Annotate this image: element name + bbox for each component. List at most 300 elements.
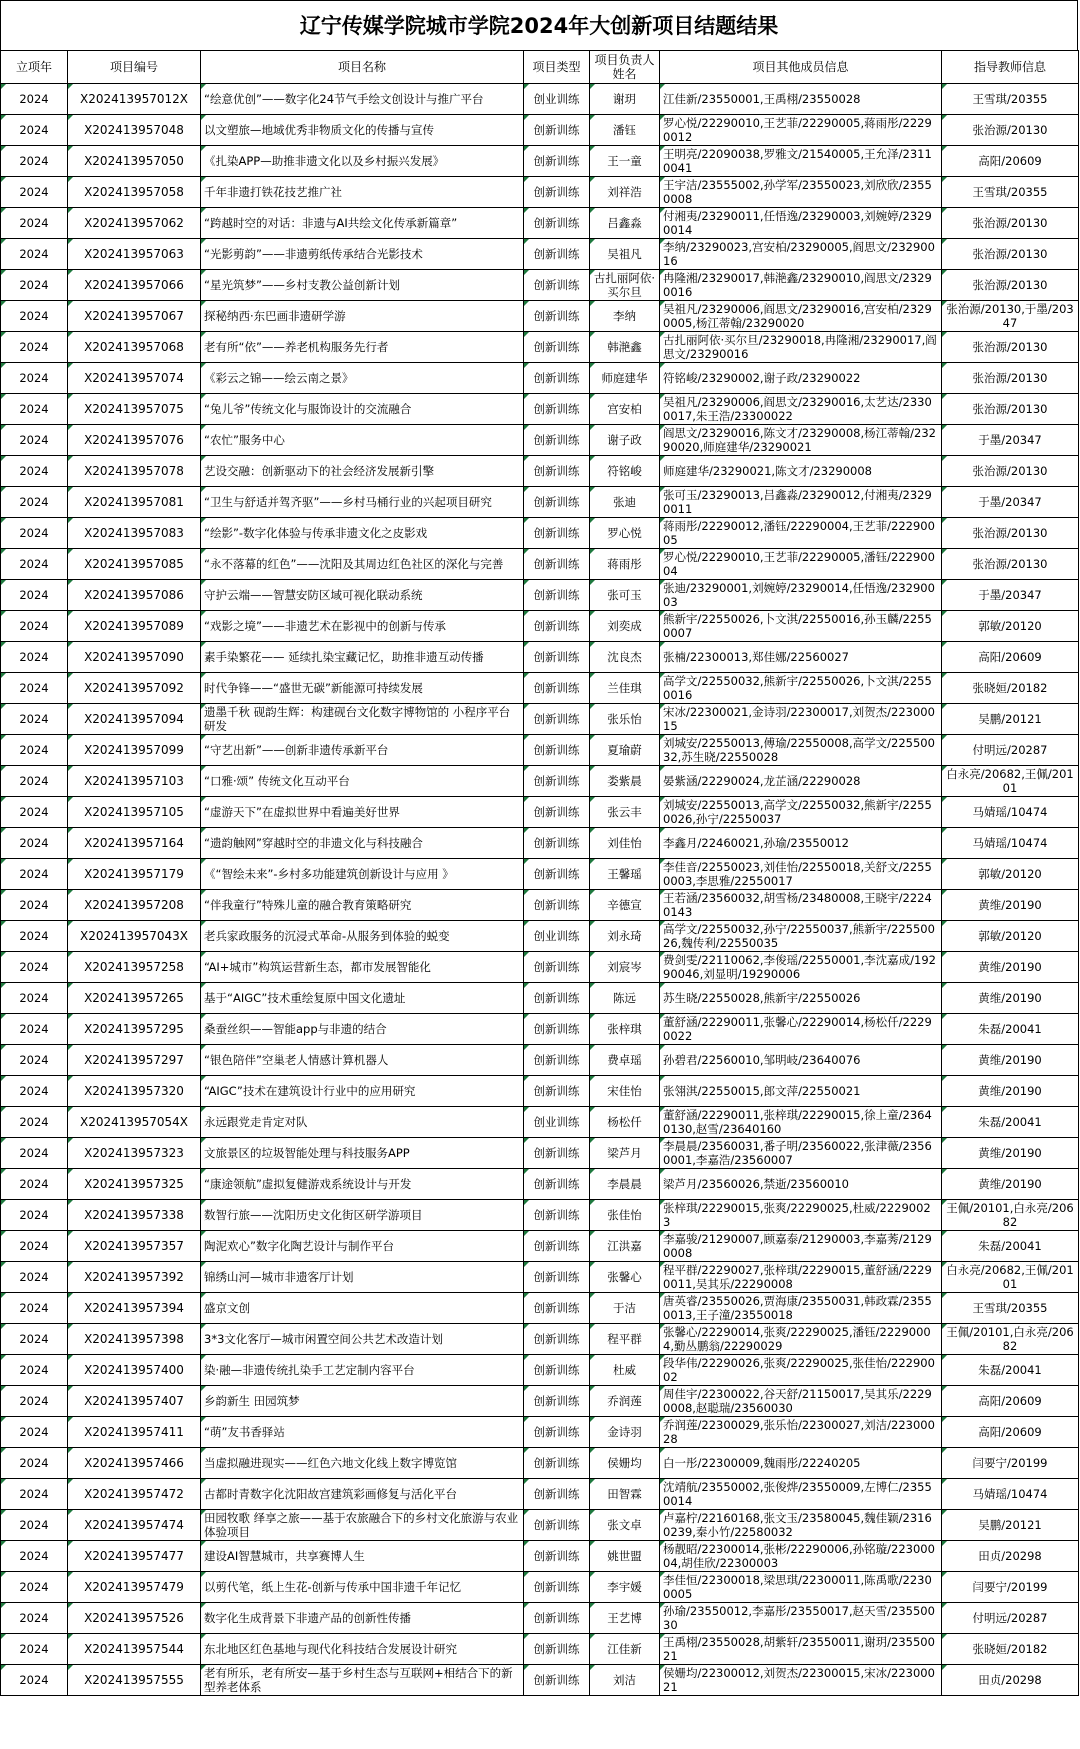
- page-title: 辽宁传媒学院城市学院2024年大创新项目结题结果: [0, 0, 1078, 50]
- cell-advisor-text: 张治源/20130: [972, 371, 1048, 385]
- cell-year-text: 2024: [19, 123, 49, 137]
- cell-leader-text: 陈远: [613, 991, 636, 1005]
- cell-advisor: [942, 1603, 1079, 1634]
- cell-advisor: [942, 766, 1079, 797]
- cell-members-text: 李纳/23290023,宫安柏/23290005,阎思文/23290016: [663, 240, 935, 268]
- table-row: [1, 177, 1079, 208]
- cell-leader: [590, 611, 660, 642]
- table-row: [1, 301, 1079, 332]
- cell-leader-text: 刘洁: [613, 1673, 636, 1687]
- cell-project-id-text: X202413957400: [84, 1363, 184, 1377]
- cell-project-id: [68, 1448, 201, 1479]
- cell-advisor: [942, 1510, 1079, 1541]
- table-row: [1, 115, 1079, 146]
- cell-advisor-text: 王佩/20101,白永亮/20682: [946, 1325, 1074, 1353]
- cell-project-name: [201, 1634, 524, 1665]
- cell-leader: [590, 1665, 660, 1696]
- cell-advisor-text: 高阳/20609: [978, 1394, 1042, 1408]
- cell-project-id-text: X202413957179: [84, 867, 184, 881]
- cell-project-id: [68, 487, 201, 518]
- cell-leader-text: 姚世盟: [607, 1549, 642, 1563]
- cell-project-type: [524, 1045, 590, 1076]
- cell-project-id-text: X202413957076: [84, 433, 184, 447]
- cell-project-type-text: 创新训练: [533, 1146, 580, 1160]
- cell-year-text: 2024: [19, 309, 49, 323]
- cell-members-text: 师庭建华/23290021,陈文才/23290008: [663, 464, 872, 478]
- cell-year: [1, 115, 68, 146]
- cell-advisor-text: 张治源/20130: [972, 216, 1048, 230]
- cell-members-text: 杨靓昭/22300014,张彬/22290006,孙铭璇/22300004,胡佳欣/22300003: [663, 1542, 935, 1570]
- table-row: [1, 766, 1079, 797]
- cell-project-type: [524, 735, 590, 766]
- cell-year: [1, 84, 68, 115]
- cell-leader: [590, 1138, 660, 1169]
- cell-leader-text: 李晨晨: [607, 1177, 642, 1191]
- cell-project-name: [201, 146, 524, 177]
- header-row: [1, 51, 1079, 84]
- cell-project-name: [201, 1665, 524, 1696]
- cell-members-text: 孙瑜/23550012,李嘉彤/23550017,赵天雪/23550030: [663, 1604, 935, 1632]
- cell-project-name-text: 以剪代笔，纸上生花-创新与传承中国非遗千年记忆: [204, 1580, 462, 1594]
- cell-leader-text: 杨松仟: [607, 1115, 642, 1129]
- cell-project-name-text: 《彩云之锦——绘云南之景》: [204, 371, 354, 385]
- cell-year: [1, 1107, 68, 1138]
- cell-project-name: [201, 518, 524, 549]
- cell-members: [660, 363, 942, 394]
- cell-leader-text: 刘宸岑: [607, 960, 642, 974]
- cell-project-type: [524, 952, 590, 983]
- table-row: [1, 239, 1079, 270]
- cell-project-name-text: 田园牧歌 绎享之旅——基于农旅融合下的乡村文化旅游与农业体验项目: [204, 1511, 519, 1539]
- cell-project-id-text: X202413957067: [84, 309, 184, 323]
- cell-advisor-text: 黄维/20190: [978, 1146, 1042, 1160]
- cell-project-type: [524, 611, 590, 642]
- cell-project-type: [524, 1293, 590, 1324]
- cell-project-name: [201, 983, 524, 1014]
- cell-leader-text: 谢玥: [613, 92, 636, 106]
- cell-project-type-text: 创新训练: [533, 836, 580, 850]
- cell-project-name: [201, 1014, 524, 1045]
- cell-year-text: 2024: [19, 185, 49, 199]
- cell-project-type-text: 创新训练: [533, 1487, 580, 1501]
- cell-members: [660, 1355, 942, 1386]
- cell-project-name-text: 永远跟党走肯定对队: [204, 1115, 308, 1129]
- cell-leader: [590, 1045, 660, 1076]
- cell-project-type-text: 创新训练: [533, 1456, 580, 1470]
- cell-project-name-text: 遗墨千秋 砚韵生辉：构建砚台文化数字博物馆的 小程序平台研发: [204, 705, 511, 733]
- cell-advisor: [942, 1138, 1079, 1169]
- cell-members-text: 沈靖航/23550002,张俊烨/23550009,左博仁/23550014: [663, 1480, 932, 1508]
- cell-members: [660, 518, 942, 549]
- cell-project-id-text: X202413957479: [84, 1580, 184, 1594]
- cell-members-text: 白一彤/22300009,魏雨彤/22240205: [663, 1456, 861, 1470]
- cell-leader: [590, 115, 660, 146]
- table-row: [1, 859, 1079, 890]
- cell-advisor: [942, 518, 1079, 549]
- cell-members: [660, 301, 942, 332]
- cell-leader-text: 谢子政: [607, 433, 642, 447]
- cell-project-id-text: X202413957062: [84, 216, 184, 230]
- cell-year: [1, 456, 68, 487]
- cell-year-text: 2024: [19, 557, 49, 571]
- cell-year-text: 2024: [19, 216, 49, 230]
- cell-members: [660, 642, 942, 673]
- table-row: [1, 580, 1079, 611]
- cell-members: [660, 673, 942, 704]
- cell-project-name-text: “绘意优创”——数字化24节气手绘文创设计与推广平台: [204, 92, 484, 106]
- cell-advisor-text: 闫要宁/20199: [972, 1580, 1048, 1594]
- cell-advisor: [942, 1231, 1079, 1262]
- cell-project-name: [201, 1231, 524, 1262]
- cell-project-type-text: 创业训练: [533, 92, 580, 106]
- column-header-advisor: 指导教师信息: [942, 51, 1079, 84]
- cell-year-text: 2024: [19, 92, 49, 106]
- cell-members-text: 王禹栩/23550028,胡紫轩/23550011,谢玥/23550021: [663, 1635, 935, 1663]
- cell-members-text: 熊新宇/22550026,卜文淇/22550016,孙玉麟/22550007: [663, 612, 932, 640]
- cell-project-id: [68, 766, 201, 797]
- cell-leader-text: 蒋雨彤: [607, 557, 642, 571]
- cell-year: [1, 1076, 68, 1107]
- cell-year: [1, 1541, 68, 1572]
- cell-project-id-text: X202413957544: [84, 1642, 184, 1656]
- cell-project-id-text: X202413957012X: [79, 92, 189, 106]
- cell-advisor: [942, 1448, 1079, 1479]
- cell-project-type-text: 创新训练: [533, 1301, 580, 1315]
- cell-project-type: [524, 797, 590, 828]
- cell-leader-text: 张馨心: [607, 1270, 642, 1284]
- cell-project-id-text: X202413957092: [84, 681, 184, 695]
- cell-advisor-text: 朱磊/20041: [978, 1363, 1042, 1377]
- cell-advisor-text: 付明远/20287: [972, 743, 1048, 757]
- cell-project-id-text: X202413957208: [84, 898, 184, 912]
- table-row: [1, 332, 1079, 363]
- cell-year-text: 2024: [19, 1425, 49, 1439]
- cell-leader-text: 张云丰: [607, 805, 642, 819]
- cell-project-id-text: X202413957068: [84, 340, 184, 354]
- cell-advisor: [942, 84, 1079, 115]
- cell-project-id-text: X202413957085: [84, 557, 184, 571]
- cell-advisor-text: 马婧瑶/10474: [972, 1487, 1048, 1501]
- column-header-members: 项目其他成员信息: [660, 51, 942, 84]
- cell-leader: [590, 828, 660, 859]
- cell-project-type-text: 创业训练: [533, 929, 580, 943]
- cell-year-text: 2024: [19, 588, 49, 602]
- cell-project-name: [201, 1448, 524, 1479]
- cell-members-text: 高学文/22550032,熊新宇/22550026,卜文淇/22550016: [663, 674, 932, 702]
- cell-project-type-text: 创新训练: [533, 650, 580, 664]
- cell-advisor: [942, 1169, 1079, 1200]
- cell-year-text: 2024: [19, 867, 49, 881]
- table-row: [1, 797, 1079, 828]
- cell-project-type-text: 创新训练: [533, 123, 580, 137]
- cell-members-text: 董舒涵/22290011,张梓琪/22290015,徐上童/23640130,赵雪/23640160: [663, 1108, 932, 1136]
- cell-advisor-text: 马婧瑶/10474: [972, 805, 1048, 819]
- cell-project-name: [201, 115, 524, 146]
- cell-project-name: [201, 1417, 524, 1448]
- cell-project-id-text: X202413957164: [84, 836, 184, 850]
- cell-advisor: [942, 828, 1079, 859]
- cell-project-name-text: “星光筑梦”——乡村支教公益创新计划: [204, 278, 400, 292]
- cell-advisor: [942, 394, 1079, 425]
- cell-project-name: [201, 1138, 524, 1169]
- cell-leader: [590, 270, 660, 301]
- cell-advisor-text: 张治源/20130: [972, 278, 1048, 292]
- cell-project-name-text: 3*3文化客厅—城市闲置空间公共艺术改造计划: [204, 1332, 443, 1346]
- cell-members: [660, 859, 942, 890]
- cell-leader: [590, 549, 660, 580]
- cell-project-type: [524, 828, 590, 859]
- cell-advisor: [942, 332, 1079, 363]
- cell-project-type: [524, 580, 590, 611]
- cell-leader-text: 吕鑫淼: [607, 216, 642, 230]
- cell-project-type-text: 创新训练: [533, 681, 580, 695]
- cell-advisor: [942, 456, 1079, 487]
- cell-leader-text: 杜威: [613, 1363, 636, 1377]
- cell-leader: [590, 642, 660, 673]
- cell-year: [1, 270, 68, 301]
- table-row: [1, 1572, 1079, 1603]
- cell-project-id-text: X202413957048: [84, 123, 184, 137]
- cell-members: [660, 1014, 942, 1045]
- cell-project-name-text: 素手染繁花—— 延续扎染宝藏记忆，助推非遗互动传播: [204, 650, 484, 664]
- cell-advisor: [942, 146, 1079, 177]
- cell-project-type-text: 创新训练: [533, 1270, 580, 1284]
- cell-year-text: 2024: [19, 929, 49, 943]
- cell-members-text: 段华伟/22290026,张爽/22290025,张佳怡/22290002: [663, 1356, 935, 1384]
- column-header-project-id: 项目编号: [68, 51, 201, 84]
- cell-project-name-text: “虚游天下”在虚拟世界中看遍美好世界: [204, 805, 400, 819]
- cell-project-id: [68, 704, 201, 735]
- cell-project-id: [68, 1262, 201, 1293]
- cell-project-name: [201, 301, 524, 332]
- cell-project-name: [201, 239, 524, 270]
- cell-leader-text: 费卓瑶: [607, 1053, 642, 1067]
- cell-project-id-text: X202413957063: [84, 247, 184, 261]
- cell-members-text: 晏紫涵/22290024,龙芷涵/22290028: [663, 774, 861, 788]
- cell-advisor: [942, 1417, 1079, 1448]
- cell-project-name-text: “萌”友书香驿站: [204, 1425, 285, 1439]
- table-row: [1, 549, 1079, 580]
- cell-project-type: [524, 921, 590, 952]
- cell-leader: [590, 1510, 660, 1541]
- cell-leader: [590, 332, 660, 363]
- cell-project-id-text: X202413957078: [84, 464, 184, 478]
- cell-project-name: [201, 1107, 524, 1138]
- cell-leader: [590, 983, 660, 1014]
- cell-year: [1, 735, 68, 766]
- cell-project-type: [524, 549, 590, 580]
- cell-project-type: [524, 487, 590, 518]
- cell-leader-text: 李宇媛: [607, 1580, 642, 1594]
- cell-advisor-text: 张治源/20130: [972, 402, 1048, 416]
- cell-advisor-text: 朱磊/20041: [978, 1115, 1042, 1129]
- cell-project-type-text: 创新训练: [533, 1673, 580, 1687]
- cell-leader-text: 王馨瑶: [607, 867, 642, 881]
- cell-members-text: 刘城安/22550013,傅瑜/22550008,高学文/22550032,苏生晓/22550028: [663, 736, 935, 764]
- table-row: [1, 704, 1079, 735]
- cell-year-text: 2024: [19, 371, 49, 385]
- cell-project-name: [201, 797, 524, 828]
- cell-leader: [590, 1603, 660, 1634]
- cell-advisor-text: 郭敏/20120: [978, 867, 1042, 881]
- cell-year-text: 2024: [19, 1053, 49, 1067]
- cell-advisor-text: 王雪琪/20355: [972, 185, 1048, 199]
- cell-year-text: 2024: [19, 1239, 49, 1253]
- cell-project-type: [524, 1231, 590, 1262]
- cell-leader: [590, 859, 660, 890]
- cell-leader: [590, 177, 660, 208]
- cell-project-id-text: X202413957295: [84, 1022, 184, 1036]
- cell-members-text: 李佳恒/22300018,梁思琪/22300011,陈禹歌/22300005: [663, 1573, 932, 1601]
- cell-year: [1, 1293, 68, 1324]
- cell-leader: [590, 1448, 660, 1479]
- cell-year-text: 2024: [19, 712, 49, 726]
- cell-members: [660, 239, 942, 270]
- table-row: [1, 363, 1079, 394]
- cell-advisor-text: 高阳/20609: [978, 1425, 1042, 1439]
- cell-members: [660, 1169, 942, 1200]
- cell-year: [1, 1572, 68, 1603]
- cell-leader-text: 乔润莲: [607, 1394, 642, 1408]
- cell-members: [660, 456, 942, 487]
- cell-year: [1, 1479, 68, 1510]
- cell-advisor-text: 付明远/20287: [972, 1611, 1048, 1625]
- cell-advisor: [942, 549, 1079, 580]
- cell-advisor-text: 于墨/20347: [978, 588, 1042, 602]
- cell-project-name-text: 千年非遗打铁花技艺推广社: [204, 185, 342, 199]
- cell-year-text: 2024: [19, 1208, 49, 1222]
- cell-advisor: [942, 1107, 1079, 1138]
- cell-project-id: [68, 952, 201, 983]
- cell-leader-text: 娄紫晨: [607, 774, 642, 788]
- cell-project-type-text: 创新训练: [533, 278, 580, 292]
- cell-project-name-text: 东北地区红色基地与现代化科技结合发展设计研究: [204, 1642, 457, 1656]
- cell-year-text: 2024: [19, 1177, 49, 1191]
- cell-advisor-text: 田贞/20298: [978, 1673, 1042, 1687]
- cell-advisor: [942, 301, 1079, 332]
- cell-project-name: [201, 456, 524, 487]
- cell-year-text: 2024: [19, 154, 49, 168]
- cell-project-name-text: 时代争锋——“盛世无碳”新能源可持续发展: [204, 681, 423, 695]
- cell-project-name: [201, 1076, 524, 1107]
- cell-leader: [590, 301, 660, 332]
- cell-leader-text: 韩滟鑫: [607, 340, 642, 354]
- cell-project-name: [201, 1603, 524, 1634]
- cell-leader: [590, 1169, 660, 1200]
- cell-project-id: [68, 1324, 201, 1355]
- cell-project-type-text: 创新训练: [533, 154, 580, 168]
- cell-members: [660, 766, 942, 797]
- table-row: [1, 1231, 1079, 1262]
- cell-advisor-text: 王雪琪/20355: [972, 1301, 1048, 1315]
- cell-project-name: [201, 828, 524, 859]
- cell-leader-text: 刘奕成: [607, 619, 642, 633]
- cell-project-type-text: 创新训练: [533, 1394, 580, 1408]
- cell-project-type: [524, 1138, 590, 1169]
- cell-advisor: [942, 487, 1079, 518]
- cell-project-id-text: X202413957474: [84, 1518, 184, 1532]
- cell-advisor: [942, 1355, 1079, 1386]
- cell-members: [660, 332, 942, 363]
- cell-project-type-text: 创新训练: [533, 1053, 580, 1067]
- cell-members: [660, 1045, 942, 1076]
- cell-project-type-text: 创新训练: [533, 1022, 580, 1036]
- cell-project-type-text: 创新训练: [533, 1332, 580, 1346]
- cell-advisor: [942, 208, 1079, 239]
- cell-project-type: [524, 859, 590, 890]
- cell-members-text: 古扎丽阿依·买尔旦/23290018,冉隆湘/23290017,阎思文/23290016: [663, 333, 937, 361]
- cell-year: [1, 332, 68, 363]
- table-row: [1, 673, 1079, 704]
- cell-advisor: [942, 797, 1079, 828]
- cell-year: [1, 301, 68, 332]
- cell-project-id: [68, 1417, 201, 1448]
- cell-advisor-text: 吴鹏/20121: [978, 1518, 1042, 1532]
- cell-members: [660, 704, 942, 735]
- cell-leader-text: 沈良杰: [607, 650, 642, 664]
- cell-project-id: [68, 1355, 201, 1386]
- cell-project-type-text: 创新训练: [533, 991, 580, 1005]
- column-header-project-name: 项目名称: [201, 51, 524, 84]
- table-body: [1, 84, 1079, 1696]
- cell-year: [1, 828, 68, 859]
- cell-leader-text: 金诗羽: [607, 1425, 642, 1439]
- cell-members-text: 张馨心/22290014,张爽/22290025,潘钰/22290004,勤丛鹏翁/22290029: [663, 1325, 931, 1353]
- cell-members: [660, 1603, 942, 1634]
- cell-advisor: [942, 1076, 1079, 1107]
- cell-project-name: [201, 673, 524, 704]
- cell-project-name: [201, 1541, 524, 1572]
- cell-year-text: 2024: [19, 1580, 49, 1594]
- table-row: [1, 146, 1079, 177]
- cell-leader-text: 李纳: [613, 309, 636, 323]
- cell-project-name: [201, 177, 524, 208]
- cell-advisor-text: 白永亮/20682,王佩/20101: [946, 767, 1074, 795]
- cell-project-name: [201, 394, 524, 425]
- cell-leader-text: 刘佳怡: [607, 836, 642, 850]
- cell-project-name-text: “AIGC”技术在建筑设计行业中的应用研究: [204, 1084, 416, 1098]
- cell-project-type-text: 创新训练: [533, 185, 580, 199]
- cell-year: [1, 394, 68, 425]
- cell-leader-text: 张乐怡: [607, 712, 642, 726]
- cell-leader: [590, 363, 660, 394]
- cell-advisor: [942, 611, 1079, 642]
- cell-project-id: [68, 146, 201, 177]
- cell-project-type: [524, 1076, 590, 1107]
- cell-leader: [590, 766, 660, 797]
- cell-project-type-text: 创新训练: [533, 898, 580, 912]
- cell-project-name: [201, 580, 524, 611]
- cell-year: [1, 208, 68, 239]
- cell-year: [1, 1634, 68, 1665]
- cell-project-type: [524, 301, 590, 332]
- cell-project-id-text: X202413957058: [84, 185, 184, 199]
- table-row: [1, 1665, 1079, 1696]
- cell-project-type: [524, 146, 590, 177]
- cell-project-type-text: 创新训练: [533, 619, 580, 633]
- cell-leader-text: 程平群: [607, 1332, 642, 1346]
- cell-project-id: [68, 363, 201, 394]
- cell-members-text: 李晨晨/23560031,番子明/23560022,张津薇/23560001,李嘉浩/23560007: [663, 1139, 932, 1167]
- cell-project-name-text: “卫生与舒适并驾齐驱”——乡村马桶行业的兴起项目研究: [204, 495, 492, 509]
- cell-advisor-text: 张治源/20130: [972, 557, 1048, 571]
- cell-members: [660, 270, 942, 301]
- cell-year: [1, 1014, 68, 1045]
- cell-advisor: [942, 983, 1079, 1014]
- cell-members: [660, 84, 942, 115]
- cell-members-text: 乔润莲/22300029,张乐怡/22300027,刘洁/22300028: [663, 1418, 935, 1446]
- cell-project-name-text: 艺设交融：创新驱动下的社会经济发展新引擎: [204, 464, 434, 478]
